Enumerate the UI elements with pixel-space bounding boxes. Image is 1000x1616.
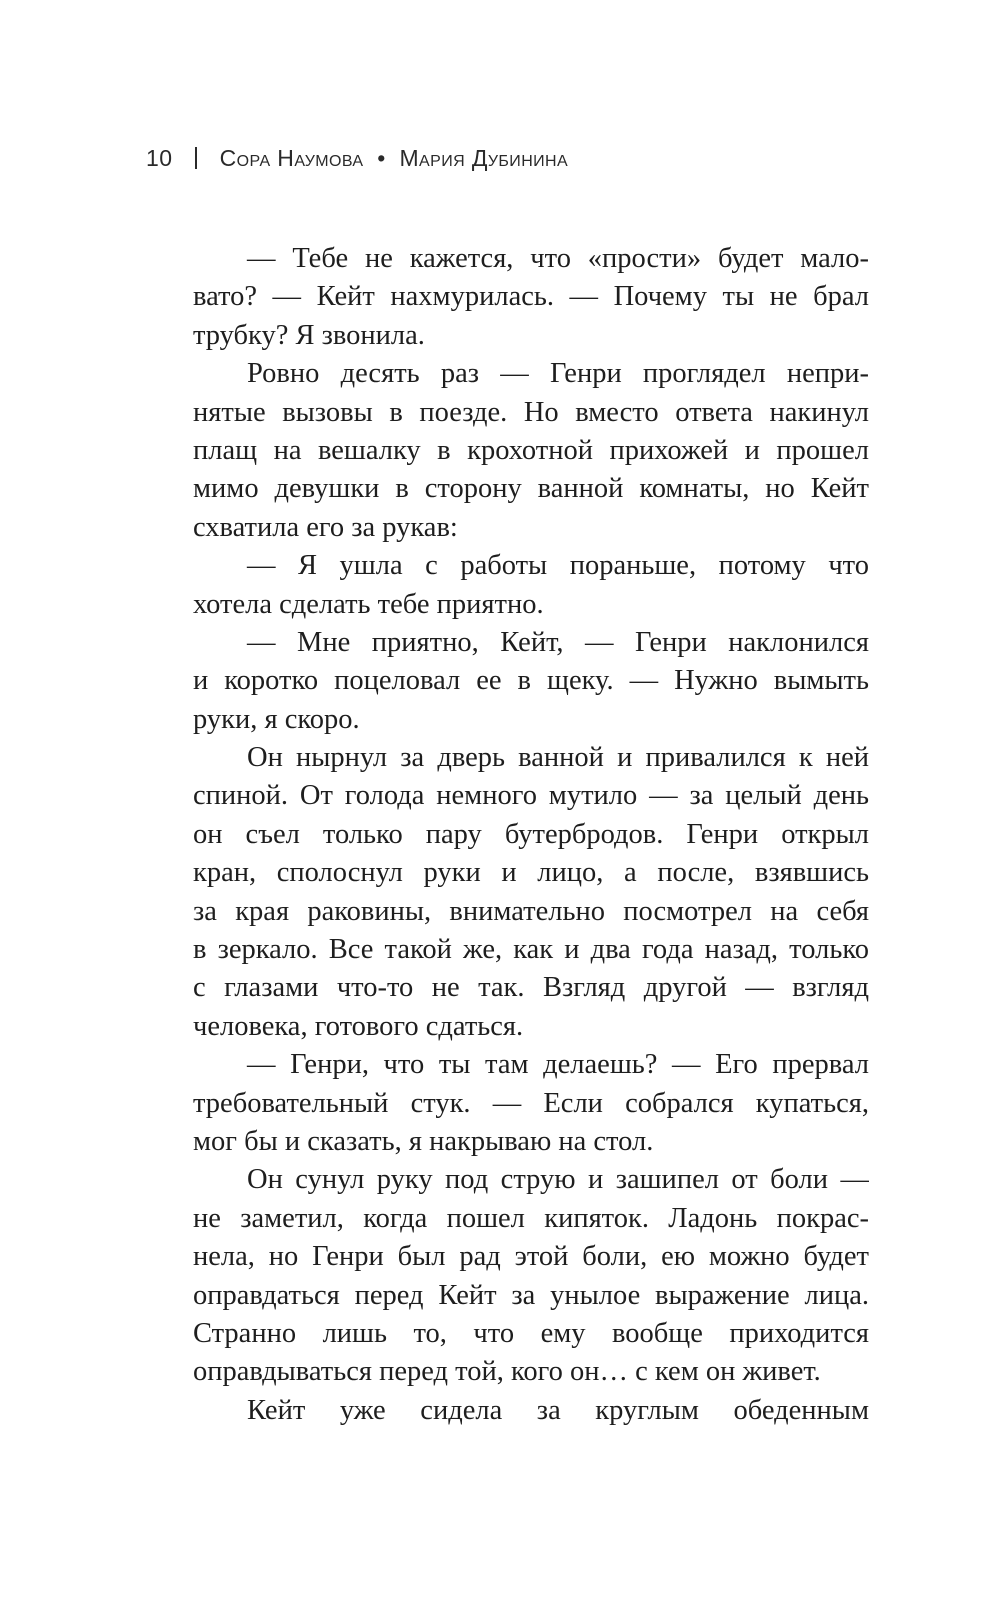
text-line: схватила его за рукав: (193, 511, 458, 543)
text-line: за края раковины, внимательно посмотрел на себя (193, 895, 869, 927)
text-line: Он нырнул за дверь ванной и привалился к ней (247, 742, 869, 774)
text-line: он съел только пару бутербродов. Генри открыл (193, 818, 869, 850)
author-separator: • (377, 144, 386, 171)
text-line: мог бы и сказать, я накрываю на стол. (193, 1125, 654, 1157)
paragraph (193, 1046, 869, 1161)
text-line: хотела сделать тебе приятно. (193, 588, 544, 620)
text-line: — Я ушла с работы пораньше, потому что (247, 550, 869, 582)
text-line: оправдываться перед той, кого он… с кем он живет. (193, 1356, 821, 1388)
text-line: — Тебе не кажется, что «прости» будет мало- (247, 243, 869, 274)
text-line: мимо девушки в сторону ванной комнаты, но Кейт (193, 473, 869, 505)
text-line: спиной. От голода немного мутило — за целый день (193, 780, 869, 812)
text-line: трубку? Я звонила. (193, 319, 425, 351)
paragraph (193, 1392, 869, 1430)
text-line: и коротко поцеловал ее в щеку. — Нужно вымыть (193, 665, 869, 697)
text-line: Ровно десять раз — Генри проглядел непри- (247, 358, 869, 390)
text-line: не заметил, когда пошел кипяток. Ладонь покрас- (193, 1202, 869, 1234)
text-line: — Генри, что ты там делаешь? — Его прервал (247, 1049, 869, 1081)
text-line: плащ на вешалку в крохотной прихожей и прошел (193, 434, 869, 466)
author-one: Сора Наумова (219, 144, 364, 171)
text-line: человека, готового сдаться. (193, 1010, 524, 1042)
header-divider (195, 147, 197, 169)
text-line: нела, но Генри был рад этой боли, ею можно будет (193, 1241, 869, 1273)
text-line: Он сунул руку под струю и зашипел от боли — (247, 1164, 869, 1196)
text-line: вато? — Кейт нахмурилась. — Почему ты не брал (193, 281, 869, 313)
text-line: с глазами что-то не так. Взгляд другой — взгляд (193, 972, 869, 1004)
body-text (193, 240, 869, 1430)
text-line: Странно лишь то, что ему вообще приходится (193, 1317, 869, 1349)
paragraph (193, 240, 869, 355)
paragraph (193, 547, 869, 624)
text-line: в зеркало. Все такой же, как и два года назад, только (193, 934, 869, 966)
paragraph (193, 1161, 869, 1391)
paragraph (193, 355, 869, 547)
text-line: нятые вызовы в поезде. Но вместо ответа накинул (193, 396, 869, 428)
running-header (146, 138, 568, 178)
text-line: Кейт уже сидела за круглым обеденным (247, 1394, 869, 1426)
text-line: — Мне приятно, Кейт, — Генри наклонился (247, 626, 869, 658)
text-line: требовательный стук. — Если собрался купаться, (193, 1087, 869, 1119)
text-line: кран, сполоснул руки и лицо, а после, взявшись (193, 857, 869, 889)
text-line: руки, я скоро. (193, 703, 360, 735)
paragraph (193, 739, 869, 1046)
header-authors (220, 145, 568, 172)
text-line: оправдаться перед Кейт за унылое выражение лица. (193, 1279, 869, 1311)
paragraph (193, 624, 869, 739)
author-two: Мария Дубинина (399, 144, 569, 171)
page-number: 10 (146, 144, 173, 171)
